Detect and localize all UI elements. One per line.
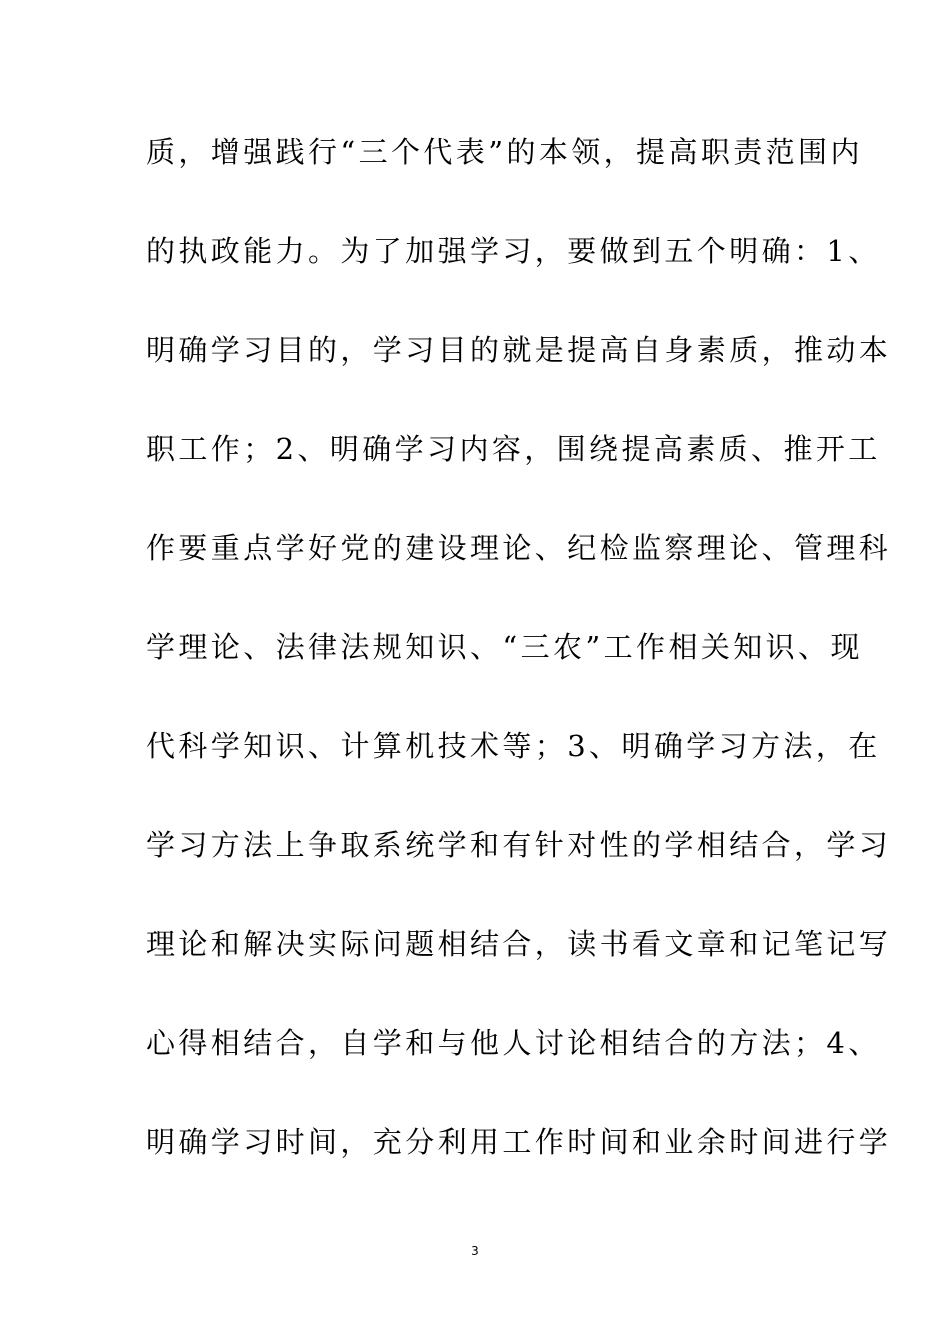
page-number: 3 (471, 1244, 479, 1258)
text-line-5: 作要重点学好党的建设理论、纪检监察理论、管理科 (146, 531, 892, 565)
text-line-1: 质，增强践行“三个代表”的本领，提高职责范围内 (146, 135, 863, 169)
text-line-7: 代科学知识、计算机技术等；3、明确学习方法，在 (146, 729, 881, 763)
text-line-9: 理论和解决实际问题相结合，读书看文章和记笔记写 (146, 927, 892, 961)
text-line-3: 明确学习目的，学习目的就是提高自身素质，推动本 (146, 333, 892, 367)
text-line-2: 的执政能力。为了加强学习，要做到五个明确：1、 (146, 234, 881, 268)
body-text (146, 124, 892, 1213)
text-line-8: 学习方法上争取系统学和有针对性的学相结合，学习 (146, 828, 892, 862)
text-line-4: 职工作；2、明确学习内容，围绕提高素质、推开工 (146, 432, 881, 466)
text-line-10: 心得相结合，自学和与他人讨论相结合的方法；4、 (146, 1026, 881, 1060)
text-line-6: 学理论、法律法规知识、“三农”工作相关知识、现 (146, 630, 863, 664)
text-line-11: 明确学习时间，充分利用工作时间和业余时间进行学 (146, 1125, 892, 1159)
